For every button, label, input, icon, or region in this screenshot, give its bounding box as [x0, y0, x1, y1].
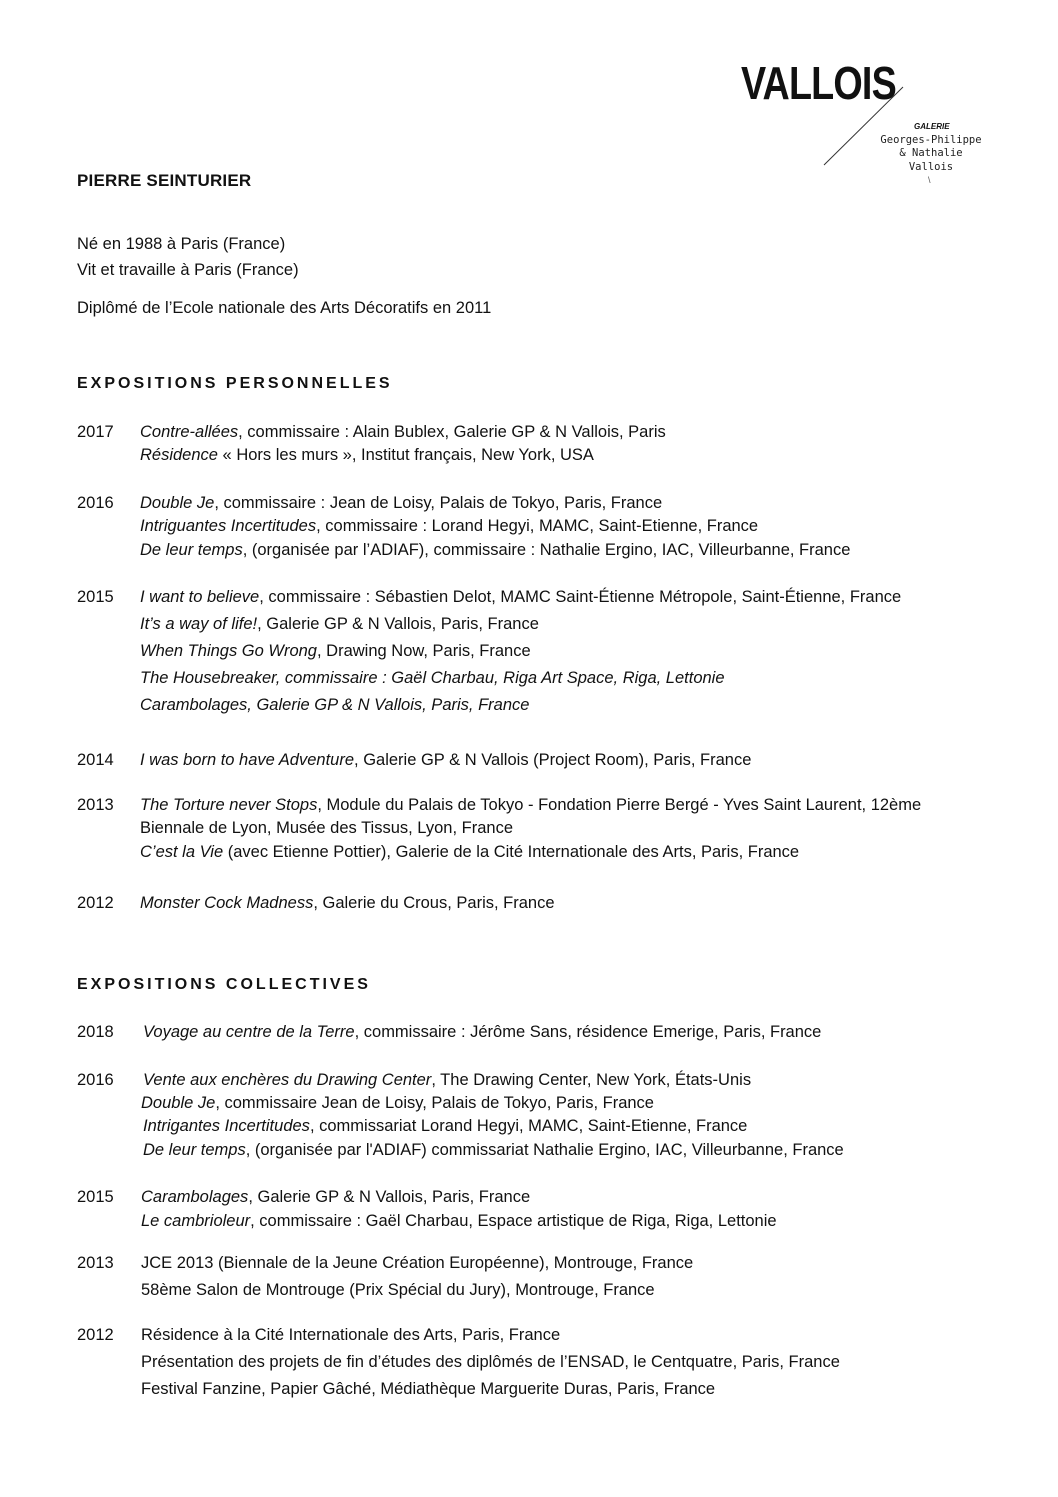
group-year-2013: 2013 [77, 1254, 114, 1272]
solo-entry: Intriguantes Incertitudes, commissaire : Lorand Hegyi, MAMC, Saint-Etienne, France [140, 517, 759, 535]
group-entry: De leur temps, (organisée par l'ADIAF) commissariat Nathalie Ergino, IAC, Villeurbanne, France [143, 1141, 844, 1159]
group-entry: JCE 2013 (Biennale de la Jeune Création Européenne), Montrouge, France [141, 1254, 694, 1272]
solo-entry: Monster Cock Madness, Galerie du Crous, Paris, France [140, 894, 555, 912]
group-entry: Double Je, commissaire Jean de Loisy, Palais de Tokyo, Paris, France [141, 1094, 654, 1112]
logo-slash-mark: \ [928, 175, 931, 185]
solo-entry: Résidence « Hors les murs », Institut français, New York, USA [140, 446, 594, 464]
solo-year-2016: 2016 [77, 494, 114, 512]
solo-entry: I want to believe, commissaire : Sébastien Delot, MAMC Saint-Étienne Métropole, Saint-Étienne, France [140, 588, 902, 606]
group-entry: Le cambrioleur, commissaire : Gaël Charbau, Espace artistique de Riga, Riga, Lettonie [141, 1212, 777, 1230]
group-entry: 58ème Salon de Montrouge (Prix Spécial du Jury), Montrouge, France [141, 1281, 655, 1299]
solo-entry: I was born to have Adventure, Galerie GP & N Vallois (Project Room), Paris, France [140, 751, 752, 769]
bio-residence: Vit et travaille à Paris (France) [77, 261, 299, 279]
solo-entry: Carambolages, Galerie GP & N Vallois, Paris, France [140, 696, 530, 714]
solo-entry: De leur temps, (organisée par l’ADIAF), commissaire : Nathalie Ergino, IAC, Villeurbanne, France [140, 541, 851, 559]
logo-galerie-label: GALERIE [914, 122, 950, 131]
section-title-solo: EXPOSITIONS PERSONNELLES [77, 375, 393, 392]
solo-entry: When Things Go Wrong, Drawing Now, Paris, France [140, 642, 531, 660]
group-year-2012: 2012 [77, 1326, 114, 1344]
group-entry: Intrigantes Incertitudes, commissariat Lorand Hegyi, MAMC, Saint-Etienne, France [143, 1117, 748, 1135]
group-entry: Voyage au centre de la Terre, commissaire : Jérôme Sans, résidence Emerige, Paris, France [143, 1023, 822, 1041]
group-entry: Vente aux enchères du Drawing Center, The Drawing Center, New York, États-Unis [143, 1071, 752, 1089]
group-year-2018: 2018 [77, 1023, 114, 1041]
solo-entry: The Housebreaker, commissaire : Gaël Charbau, Riga Art Space, Riga, Lettonie [140, 669, 725, 687]
solo-year-2012: 2012 [77, 894, 114, 912]
solo-entry: Biennale de Lyon, Musée des Tissus, Lyon, France [140, 819, 513, 837]
solo-year-2015: 2015 [77, 588, 114, 606]
bio-birth: Né en 1988 à Paris (France) [77, 235, 286, 253]
solo-entry: The Torture never Stops, Module du Palais de Tokyo - Fondation Pierre Bergé - Yves Saint Laurent, 12ème [140, 796, 922, 814]
bio-diploma: Diplômé de l’Ecole nationale des Arts Décoratifs en 2011 [77, 299, 492, 317]
solo-year-2014: 2014 [77, 751, 114, 769]
logo-subtitle: Georges-Philippe & Nathalie Vallois [880, 134, 982, 173]
solo-entry: It’s a way of life!, Galerie GP & N Vallois, Paris, France [140, 615, 539, 633]
solo-entry: Double Je, commissaire : Jean de Loisy, Palais de Tokyo, Paris, France [140, 494, 663, 512]
group-year-2015: 2015 [77, 1188, 114, 1206]
solo-year-2017: 2017 [77, 423, 114, 441]
solo-year-2013: 2013 [77, 796, 114, 814]
group-year-2016: 2016 [77, 1071, 114, 1089]
group-entry: Festival Fanzine, Papier Gâché, Médiathèque Marguerite Duras, Paris, France [141, 1380, 716, 1398]
section-title-group: EXPOSITIONS COLLECTIVES [77, 976, 371, 993]
group-entry: Carambolages, Galerie GP & N Vallois, Paris, France [141, 1188, 531, 1206]
solo-entry: C’est la Vie (avec Etienne Pottier), Galerie de la Cité Internationale des Arts, Paris, France [140, 843, 800, 861]
group-entry: Résidence à la Cité Internationale des Arts, Paris, France [141, 1326, 561, 1344]
solo-entry: Contre-allées, commissaire : Alain Bublex, Galerie GP & N Vallois, Paris [140, 423, 666, 441]
group-entry: Présentation des projets de fin d’études des diplômés de l’ENSAD, le Centquatre, Paris, France [141, 1353, 840, 1371]
artist-name: PIERRE SEINTURIER [77, 171, 252, 190]
gallery-logo-wordmark: VALLOIS [741, 57, 896, 109]
